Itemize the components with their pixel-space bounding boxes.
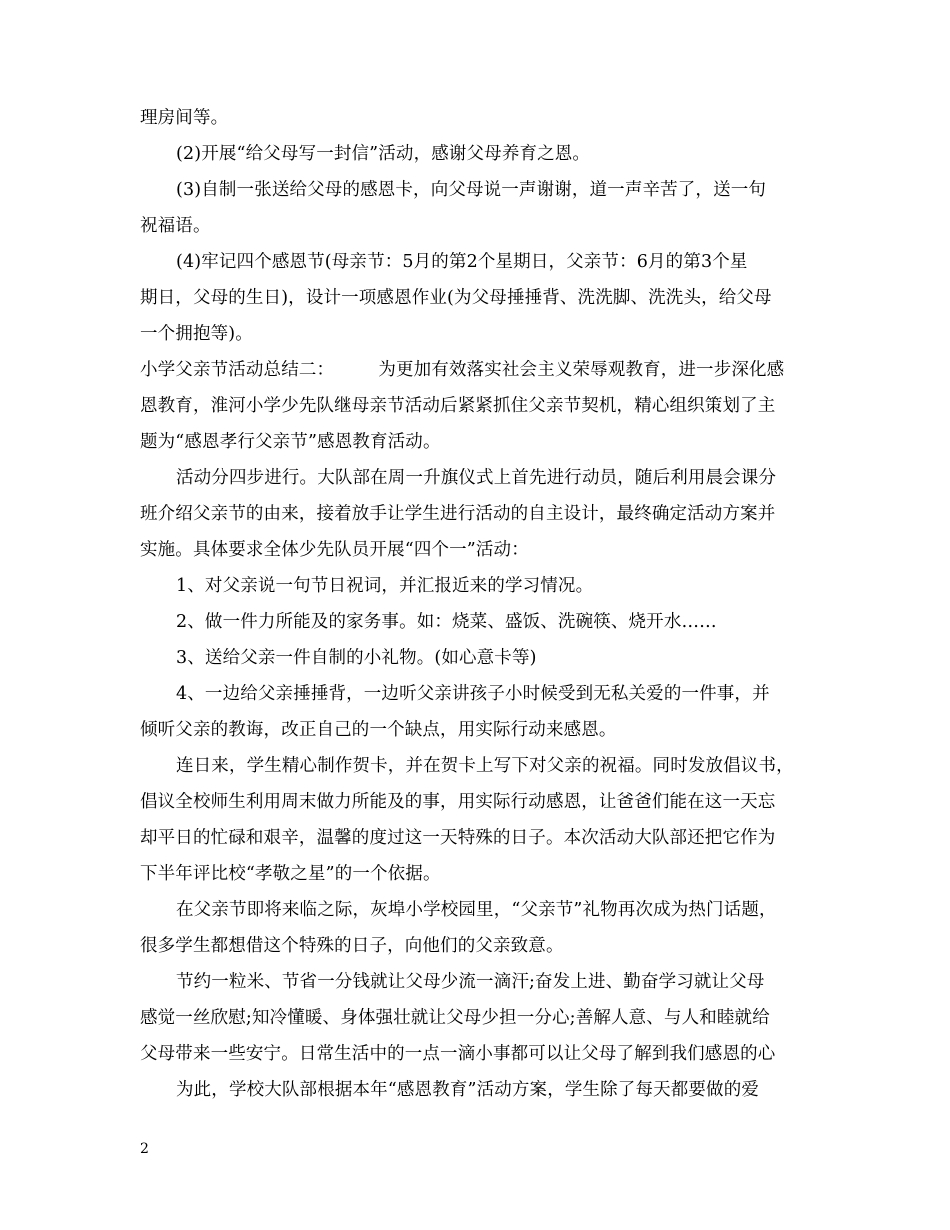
text-line: 一个拥抱等)。 [140, 324, 253, 344]
text-line: 理房间等。 [140, 108, 229, 128]
text-line: 3、送给父亲一件自制的小礼物。(如心意卡等) [176, 648, 537, 668]
text-line: 祝福语。 [140, 216, 211, 236]
text-line: 下半年评比校“孝敬之星”的一个依据。 [140, 864, 441, 884]
text-line: 倡议全校师生利用周末做力所能及的事，用实际行动感恩，让爸爸们能在这一天忘 [140, 792, 776, 812]
text-line: 父母带来一些安宁。日常生活中的一点一滴小事都可以让父母了解到我们感恩的心 [140, 1044, 776, 1064]
text-line: 节约一粒米、节省一分钱就让父母少流一滴汗;奋发上进、勤奋学习就让父母 [176, 972, 765, 992]
text-line: 连日来，学生精心制作贺卡，并在贺卡上写下对父亲的祝福。同时发放倡议书， [176, 756, 794, 776]
text-line: 感觉一丝欣慰;知冷懂暖、身体强壮就让父母少担一分心;善解人意、与人和睦就给 [140, 1008, 770, 1028]
text-line: 为此，学校大队部根据本年“感恩教育”活动方案，学生除了每天都要做的爱 [176, 1080, 759, 1100]
text-line: 班介绍父亲节的由来，接着放手让学生进行活动的自主设计，最终确定活动方案并 [140, 504, 776, 524]
text-line: 恩教育，淮河小学少先队继母亲节活动后紧紧抓住父亲节契机，精心组织策划了主 [140, 396, 776, 416]
text-line: 活动分四步进行。大队部在周一升旗仪式上首先进行动员，随后利用晨会课分 [176, 468, 777, 488]
text-line: 却平日的忙碌和艰辛，温馨的度过这一天特殊的日子。本次活动大队部还把它作为 [140, 828, 776, 848]
text-line: 倾听父亲的教诲，改正自己的一个缺点，用实际行动来感恩。 [140, 720, 617, 740]
text-line: 2、做一件力所能及的家务事。如：烧菜、盛饭、洗碗筷、烧开水…… [176, 612, 717, 632]
page-number: 2 [140, 1141, 149, 1157]
text-line: 4、一边给父亲捶捶背，一边听父亲讲孩子小时候受到无私关爱的一件事，并 [176, 684, 770, 704]
text-line: 期日，父母的生日)，设计一项感恩作业(为父母捶捶背、洗洗脚、洗洗头，给父母 [140, 288, 772, 308]
text-line: 题为“感恩孝行父亲节”感恩教育活动。 [140, 432, 441, 452]
text-line: (4)牢记四个感恩节(母亲节：5月的第2个星期日，父亲节：6月的第3个星 [176, 252, 748, 272]
text-line: 实施。具体要求全体少先队员开展“四个一”活动： [140, 540, 529, 560]
text-line: 1、对父亲说一句节日祝词，并汇报近来的学习情况。 [176, 576, 594, 596]
text-line: 很多学生都想借这个特殊的日子，向他们的父亲致意。 [140, 936, 564, 956]
text-line: 小学父亲节活动总结二： 为更加有效落实社会主义荣辱观教育，进一步深化感 [140, 360, 785, 380]
text-line: (2)开展“给父母写一封信”活动，感谢父母养育之恩。 [176, 144, 591, 164]
text-line: (3)自制一张送给父母的感恩卡，向父母说一声谢谢，道一声辛苦了，送一句 [176, 180, 767, 200]
text-line: 在父亲节即将来临之际，灰埠小学校园里，“父亲节”礼物再次成为热门话题， [176, 900, 777, 920]
